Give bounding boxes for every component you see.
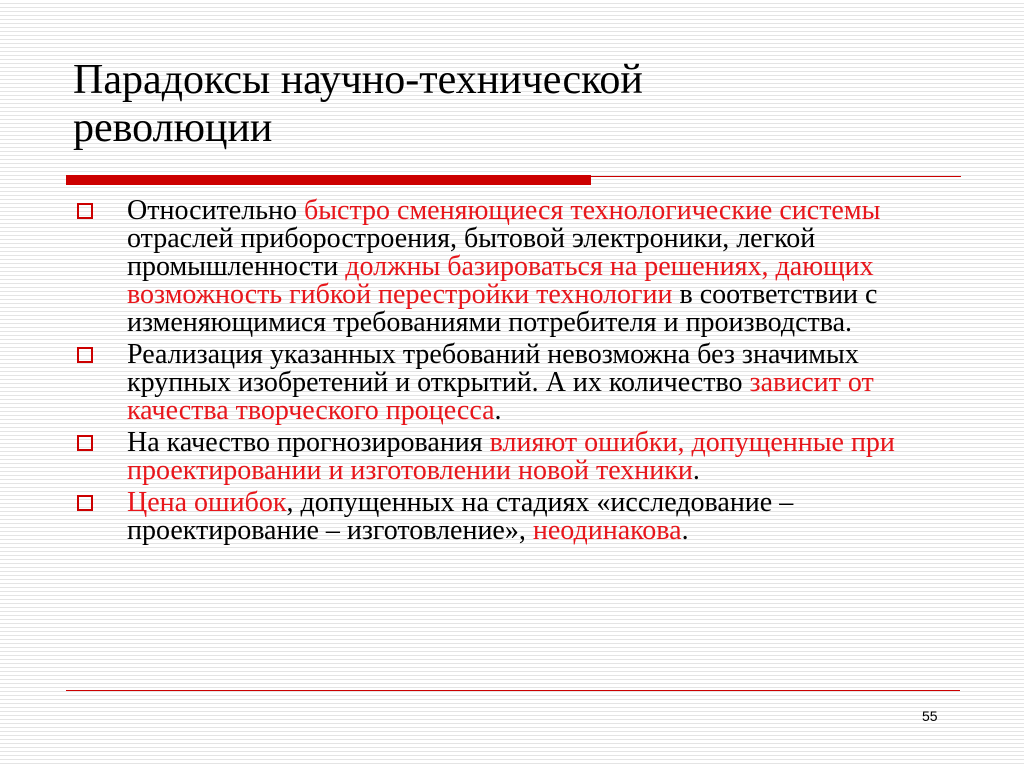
- bullet-list: [70, 197, 960, 549]
- bullet-2-text-2: .: [494, 395, 502, 426]
- bullet-1-text-1: Относительно: [127, 195, 304, 226]
- title-underline-thick: [66, 175, 591, 185]
- bullet-1-highlight-2: должны базироваться на решениях, дающих возможность гибкой перестройки технологии: [127, 251, 874, 310]
- bullet-4-highlight-2: неодинакова: [532, 515, 682, 546]
- bullet-4-text-1: , допущенных на стадиях «исследование – проектирование – изготовление»,: [127, 487, 794, 546]
- slide-title-line-2: революции: [73, 105, 273, 151]
- slide-title: [73, 56, 953, 152]
- bullet-3-text-2: .: [692, 455, 700, 486]
- bullet-2-highlight-1: зависит от качества творческого процесса: [127, 367, 874, 426]
- bullet-item-1: [70, 197, 960, 337]
- bullet-1-text-3: в соответствии с изменяющимися требованиями потребителя и производства.: [127, 279, 878, 338]
- bullet-4-text-2: .: [681, 515, 689, 546]
- bullet-3-highlight-1: влияют ошибки, допущенные при проектировании и изготовлении новой техники: [127, 427, 895, 486]
- bullet-item-2: [70, 341, 960, 425]
- bullet-1-text-2: отраслей приборостроения, бытовой электроники, легкой промышленности: [127, 223, 816, 282]
- bullet-4-highlight-1: Цена ошибок: [127, 487, 287, 518]
- hollow-square-bullet-icon: [77, 347, 93, 363]
- bullet-2-text-1: Реализация указанных требований невозможна без значимых крупных изобретений и открытий. А их количество: [127, 339, 859, 398]
- title-underline-thin: [591, 176, 961, 177]
- page-number: 55: [922, 708, 938, 724]
- hollow-square-bullet-icon: [77, 203, 93, 219]
- bullet-3-text-1: На качество прогнозирования: [127, 427, 490, 458]
- bullet-1-highlight-1: быстро сменяющиеся технологические системы: [303, 195, 881, 226]
- bullet-item-3: [70, 429, 960, 485]
- footer-divider: [66, 690, 960, 691]
- slide-title-line-1: Парадоксы научно-технической: [73, 57, 643, 103]
- hollow-square-bullet-icon: [77, 435, 93, 451]
- bullet-item-4: [70, 489, 960, 545]
- hollow-square-bullet-icon: [77, 495, 93, 511]
